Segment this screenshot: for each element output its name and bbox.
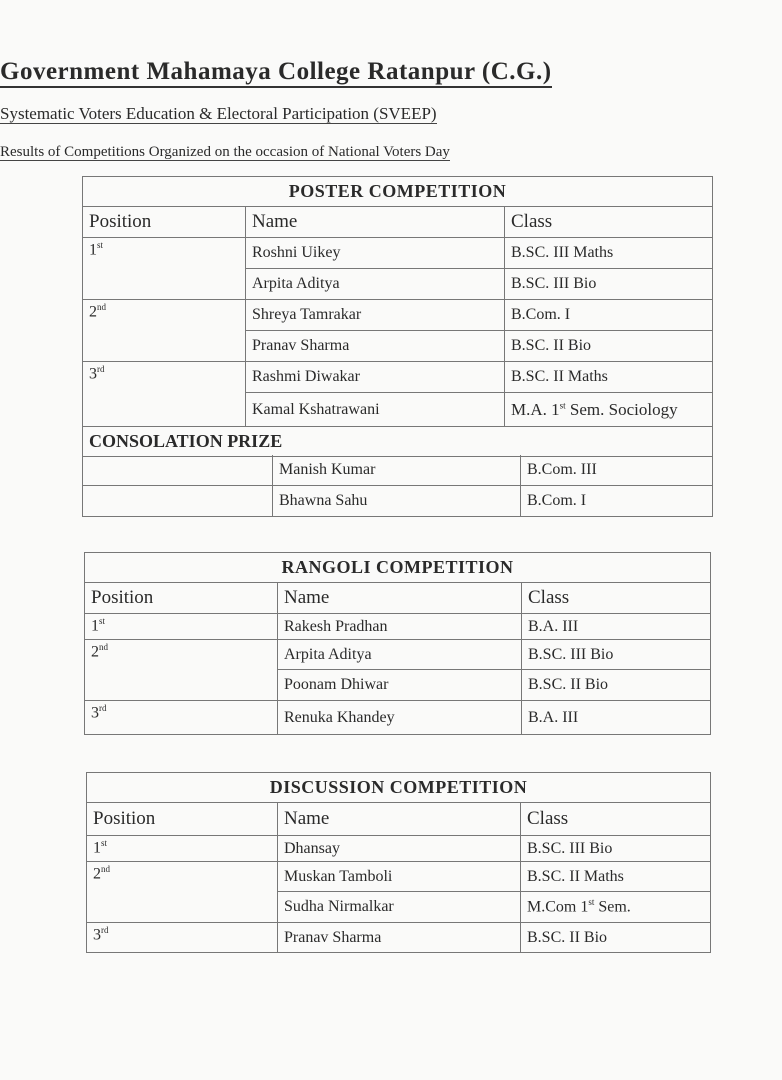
class-cell: M.A. 1st Sem. Sociology xyxy=(505,393,713,427)
poster-competition-title: POSTER COMPETITION xyxy=(83,177,713,207)
name-cell: Pranav Sharma xyxy=(246,331,505,362)
results-caption: Results of Competitions Organized on the occasion of National Voters Day xyxy=(0,144,450,160)
class-cell: B.SC. II Maths xyxy=(505,362,713,393)
position-cell xyxy=(85,670,278,701)
class-cell: B.SC. II Bio xyxy=(505,331,713,362)
class-cell: B.SC. III Maths xyxy=(505,238,713,269)
name-cell: Dhansay xyxy=(278,836,521,862)
class-cell: M.Com 1st Sem. xyxy=(521,892,711,923)
name-cell: Arpita Aditya xyxy=(278,640,522,670)
position-cell: 2nd xyxy=(87,862,278,892)
table-row xyxy=(85,701,711,735)
position-cell xyxy=(83,331,246,362)
table-row xyxy=(83,393,713,427)
poster-competition-table xyxy=(82,176,713,457)
name-cell: Rashmi Diwakar xyxy=(246,362,505,393)
table-row xyxy=(83,455,713,485)
name-cell: Poonam Dhiwar xyxy=(278,670,522,701)
class-cell: B.SC. II Bio xyxy=(521,923,711,953)
table-title-row xyxy=(83,177,713,207)
rangoli-competition-title: RANGOLI COMPETITION xyxy=(85,553,711,583)
table-row xyxy=(87,923,711,953)
table-row xyxy=(85,670,711,701)
table-row xyxy=(87,892,711,923)
class-header: Class xyxy=(522,583,711,614)
table-row xyxy=(87,836,711,862)
class-cell: B.A. III xyxy=(522,701,711,735)
class-cell: B.Com. I xyxy=(505,300,713,331)
table-title-row xyxy=(85,553,711,583)
empty-cell xyxy=(83,455,273,485)
table-header-row xyxy=(83,207,713,238)
consolation-row xyxy=(83,427,713,457)
class-cell: B.SC. II Bio xyxy=(522,670,711,701)
position-cell xyxy=(83,393,246,427)
name-cell: Shreya Tamrakar xyxy=(246,300,505,331)
table-title-row xyxy=(87,773,711,803)
class-cell: B.SC. III Bio xyxy=(505,269,713,300)
table-row xyxy=(83,300,713,331)
class-header: Class xyxy=(505,207,713,238)
empty-cell xyxy=(83,485,273,516)
table-row xyxy=(83,331,713,362)
name-header: Name xyxy=(246,207,505,238)
position-header: Position xyxy=(85,583,278,614)
class-cell: B.Com. I xyxy=(521,485,713,516)
table-row xyxy=(87,862,711,892)
position-cell: 1st xyxy=(87,836,278,862)
name-cell: Arpita Aditya xyxy=(246,269,505,300)
discussion-competition-title: DISCUSSION COMPETITION xyxy=(87,773,711,803)
class-cell: B.A. III xyxy=(522,614,711,640)
name-cell: Rakesh Pradhan xyxy=(278,614,522,640)
position-cell: 3rd xyxy=(85,701,278,735)
table-row xyxy=(83,485,713,516)
name-header: Name xyxy=(278,583,522,614)
class-cell: B.SC. III Bio xyxy=(521,836,711,862)
consolation-table xyxy=(82,455,713,517)
name-cell: Pranav Sharma xyxy=(278,923,521,953)
name-cell: Muskan Tamboli xyxy=(278,862,521,892)
name-cell: Renuka Khandey xyxy=(278,701,522,735)
table-row xyxy=(83,238,713,269)
table-row xyxy=(83,362,713,393)
name-cell: Manish Kumar xyxy=(273,455,521,485)
college-title: Government Mahamaya College Ratanpur (C.G.) xyxy=(0,58,782,86)
class-cell: B.SC. II Maths xyxy=(521,862,711,892)
name-cell: Sudha Nirmalkar xyxy=(278,892,521,923)
class-cell: B.SC. III Bio xyxy=(522,640,711,670)
position-cell: 1st xyxy=(85,614,278,640)
table-row xyxy=(85,614,711,640)
name-header: Name xyxy=(278,803,521,836)
position-cell: 1st xyxy=(83,238,246,269)
class-header: Class xyxy=(521,803,711,836)
name-cell: Bhawna Sahu xyxy=(273,485,521,516)
position-header: Position xyxy=(83,207,246,238)
position-header: Position xyxy=(87,803,278,836)
position-cell: 2nd xyxy=(85,640,278,670)
class-cell: B.Com. III xyxy=(521,455,713,485)
table-row xyxy=(83,269,713,300)
program-subtitle: Systematic Voters Education & Electoral Participation (SVEEP) xyxy=(0,104,437,123)
consolation-prize-label: CONSOLATION PRIZE xyxy=(83,427,713,457)
rangoli-competition-table xyxy=(84,552,711,735)
table-header-row xyxy=(85,583,711,614)
position-cell: 2nd xyxy=(83,300,246,331)
table-row xyxy=(85,640,711,670)
name-cell: Kamal Kshatrawani xyxy=(246,393,505,427)
discussion-competition-table xyxy=(86,772,711,953)
position-cell xyxy=(87,892,278,923)
table-header-row xyxy=(87,803,711,836)
position-cell xyxy=(83,269,246,300)
position-cell: 3rd xyxy=(87,923,278,953)
name-cell: Roshni Uikey xyxy=(246,238,505,269)
position-cell: 3rd xyxy=(83,362,246,393)
